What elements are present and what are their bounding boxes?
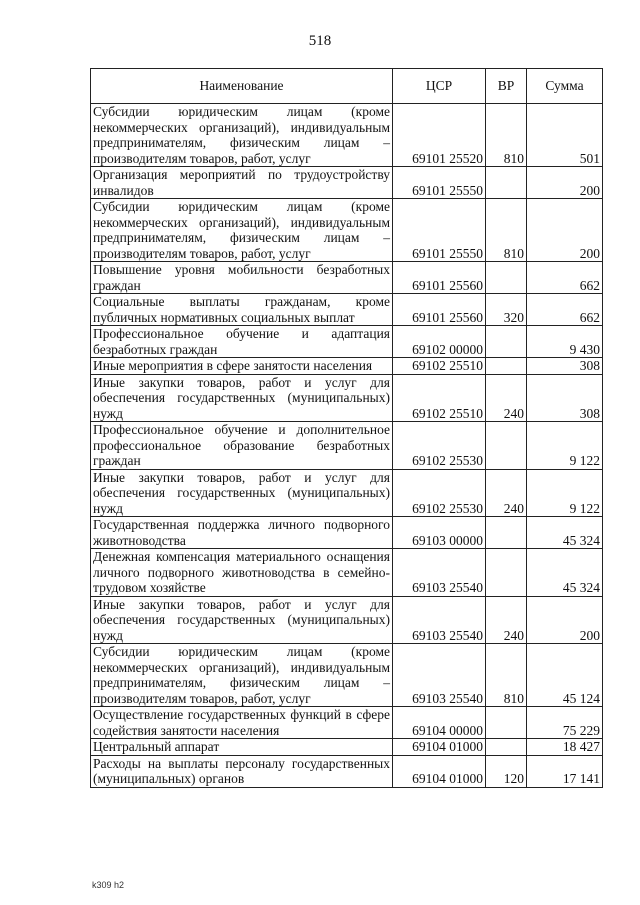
table-row [91, 517, 603, 549]
row-name-cell: Расходы на выплаты персоналу государственных (муниципальных) органов [91, 755, 393, 787]
row-name-cell: Иные закупки товаров, работ и услуг для обеспечения государственных (муниципальных) нужд [91, 469, 393, 517]
row-name-cell: Профессиональное обучение и адаптация безработных граждан [91, 326, 393, 358]
row-csr-cell: 69103 25540 [393, 549, 486, 597]
row-vr-cell [486, 167, 527, 199]
row-name-cell: Государственная поддержка личного подворного животноводства [91, 517, 393, 549]
row-csr-cell: 69101 25560 [393, 262, 486, 294]
row-vr-cell [486, 517, 527, 549]
table-header [91, 69, 603, 104]
row-name-cell: Социальные выплаты гражданам, кроме публичных нормативных социальных выплат [91, 294, 393, 326]
table-row [91, 755, 603, 787]
table-row [91, 199, 603, 262]
header-name: Наименование [91, 69, 393, 104]
row-vr-cell [486, 358, 527, 375]
table-body [91, 104, 603, 788]
row-sum-cell: 200 [527, 167, 603, 199]
row-csr-cell: 69101 25550 [393, 199, 486, 262]
table-row [91, 326, 603, 358]
row-vr-cell: 810 [486, 199, 527, 262]
row-vr-cell: 810 [486, 104, 527, 167]
row-vr-cell: 240 [486, 374, 527, 422]
row-name-cell: Профессиональное обучение и дополнительное профессиональное образование безработных граждан [91, 422, 393, 470]
row-csr-cell: 69104 01000 [393, 755, 486, 787]
row-vr-cell: 240 [486, 469, 527, 517]
table-row [91, 549, 603, 597]
table-row [91, 469, 603, 517]
row-sum-cell: 200 [527, 596, 603, 644]
row-name-cell: Повышение уровня мобильности безработных граждан [91, 262, 393, 294]
row-csr-cell: 69102 25510 [393, 374, 486, 422]
row-vr-cell: 240 [486, 596, 527, 644]
row-name-cell: Иные закупки товаров, работ и услуг для обеспечения государственных (муниципальных) нужд [91, 374, 393, 422]
row-csr-cell: 69101 25560 [393, 294, 486, 326]
row-csr-cell: 69104 01000 [393, 739, 486, 756]
row-name-cell: Субсидии юридическим лицам (кроме некоммерческих организаций), индивидуальным предпринимателям, физическим лицам – производителям товаров, работ, услуг [91, 199, 393, 262]
row-csr-cell: 69101 25550 [393, 167, 486, 199]
row-sum-cell: 17 141 [527, 755, 603, 787]
table-row [91, 358, 603, 375]
row-sum-cell: 45 124 [527, 644, 603, 707]
table-row [91, 167, 603, 199]
row-name-cell: Центральный аппарат [91, 739, 393, 756]
footer-code: k309 h2 [92, 880, 125, 890]
header-row [91, 69, 603, 104]
table-row [91, 596, 603, 644]
header-vr: ВР [486, 69, 527, 104]
row-sum-cell: 308 [527, 358, 603, 375]
page-number: 518 [308, 33, 332, 49]
row-vr-cell [486, 739, 527, 756]
row-csr-cell: 69102 25530 [393, 422, 486, 470]
table-row [91, 422, 603, 470]
row-sum-cell: 9 430 [527, 326, 603, 358]
row-name-cell: Осуществление государственных функций в сфере содействия занятости населения [91, 707, 393, 739]
row-sum-cell: 662 [527, 294, 603, 326]
row-sum-cell: 501 [527, 104, 603, 167]
table-row [91, 104, 603, 167]
row-sum-cell: 308 [527, 374, 603, 422]
header-csr: ЦСР [393, 69, 486, 104]
row-csr-cell: 69102 25530 [393, 469, 486, 517]
row-vr-cell: 120 [486, 755, 527, 787]
header-sum: Сумма [527, 69, 603, 104]
row-name-cell: Денежная компенсация материального оснащения личного подворного животноводства в семейно-трудовом хозяйстве [91, 549, 393, 597]
row-name-cell: Организация мероприятий по трудоустройству инвалидов [91, 167, 393, 199]
table-row [91, 294, 603, 326]
table-row [91, 262, 603, 294]
row-sum-cell: 45 324 [527, 549, 603, 597]
table-row [91, 374, 603, 422]
row-sum-cell: 9 122 [527, 469, 603, 517]
row-vr-cell [486, 422, 527, 470]
row-csr-cell: 69103 25540 [393, 596, 486, 644]
row-name-cell: Субсидии юридическим лицам (кроме некоммерческих организаций), индивидуальным предпринимателям, физическим лицам – производителям товаров, работ, услуг [91, 644, 393, 707]
budget-table [90, 68, 603, 788]
row-csr-cell: 69103 00000 [393, 517, 486, 549]
table-row [91, 739, 603, 756]
row-csr-cell: 69101 25520 [393, 104, 486, 167]
row-vr-cell: 810 [486, 644, 527, 707]
row-csr-cell: 69104 00000 [393, 707, 486, 739]
row-sum-cell: 45 324 [527, 517, 603, 549]
row-csr-cell: 69103 25540 [393, 644, 486, 707]
row-name-cell: Субсидии юридическим лицам (кроме некоммерческих организаций), индивидуальным предпринимателям, физическим лицам – производителям товаров, работ, услуг [91, 104, 393, 167]
row-name-cell: Иные закупки товаров, работ и услуг для обеспечения государственных (муниципальных) нужд [91, 596, 393, 644]
row-vr-cell [486, 549, 527, 597]
row-sum-cell: 200 [527, 199, 603, 262]
row-sum-cell: 662 [527, 262, 603, 294]
row-csr-cell: 69102 00000 [393, 326, 486, 358]
row-sum-cell: 9 122 [527, 422, 603, 470]
table-row [91, 644, 603, 707]
row-vr-cell: 320 [486, 294, 527, 326]
row-sum-cell: 18 427 [527, 739, 603, 756]
row-vr-cell [486, 707, 527, 739]
table-row [91, 707, 603, 739]
row-vr-cell [486, 326, 527, 358]
row-csr-cell: 69102 25510 [393, 358, 486, 375]
row-sum-cell: 75 229 [527, 707, 603, 739]
row-vr-cell [486, 262, 527, 294]
row-name-cell: Иные мероприятия в сфере занятости населения [91, 358, 393, 375]
